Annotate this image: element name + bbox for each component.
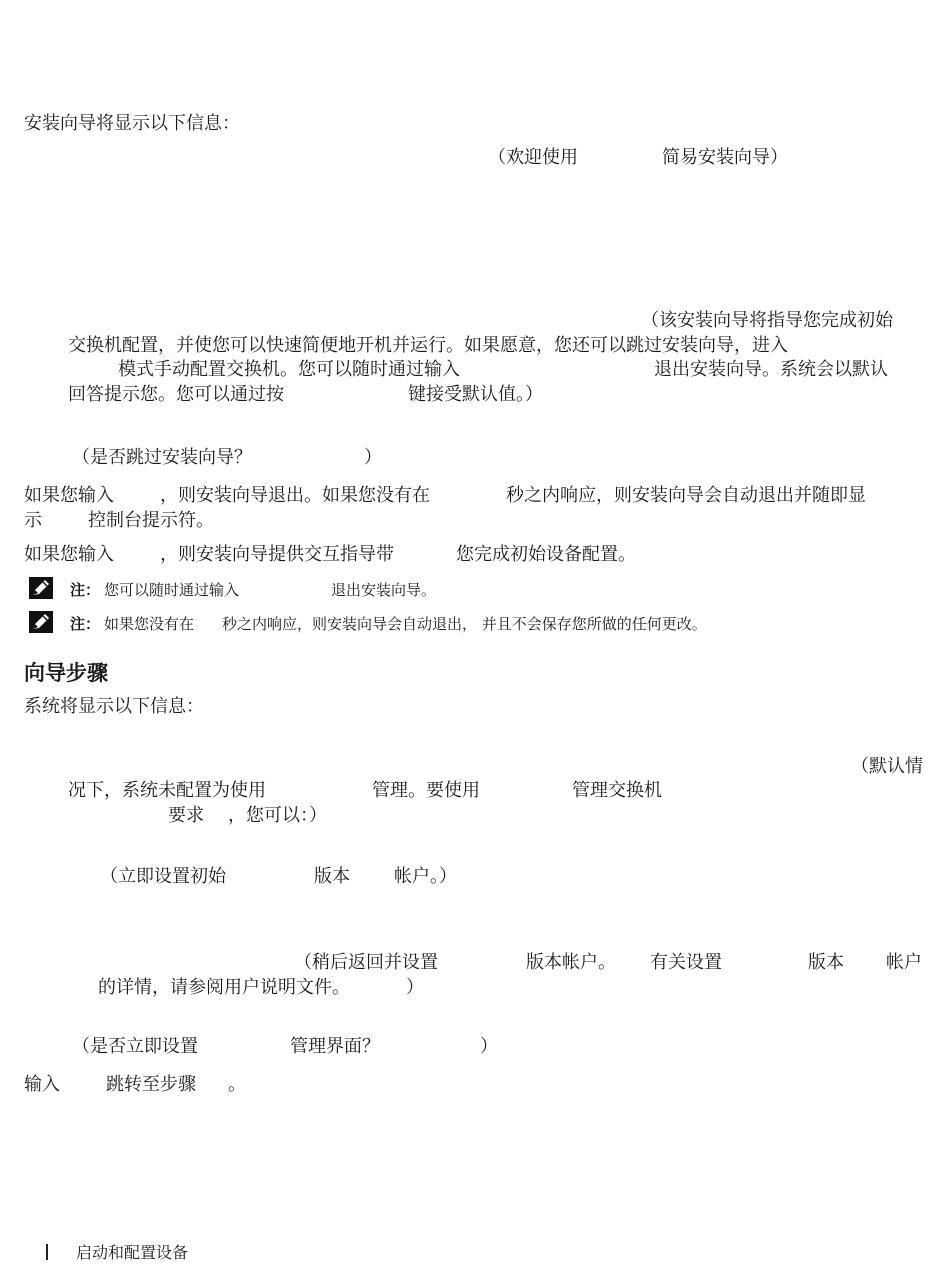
system-text: 系统将显示以下信息：: [24, 696, 204, 717]
yes-text-c: 秒之内响应，则安装向导会自动退出并随即显: [506, 485, 866, 506]
section-title: 向导步骤: [24, 661, 108, 685]
snmp-desc-line1: （默认情: [851, 756, 923, 777]
setup-question-b: 管理界面？: [290, 1036, 380, 1057]
welcome-part2: 简易安装向导）: [662, 147, 788, 168]
note-1: [70, 578, 436, 602]
goto-text-c: 。: [228, 1074, 246, 1095]
intro-text: 安装向导将显示以下信息：: [24, 113, 240, 134]
footer-title: 启动和配置设备: [76, 1243, 189, 1262]
snmp-desc-line3a: 要求: [168, 805, 204, 826]
wizard-desc-line3a: 模式手动配置交换机。您可以随时通过输入: [118, 359, 460, 380]
setup-question-c: ）: [480, 1036, 498, 1057]
skip-question-part1: （是否跳过安装向导？: [72, 447, 252, 468]
yes-text-d1: 示: [24, 510, 42, 531]
footer-divider: [46, 1244, 48, 1260]
note-2-text-b: 秒之内响应，则安装向导会自动退出， 并且不会保存您所做的任何更改。: [222, 615, 707, 633]
snmp-desc-line2c: 管理交换机: [572, 780, 662, 801]
yes-text-b: ，则安装向导退出。如果您没有在: [160, 485, 430, 506]
note-1-text-b: 退出安装向导。: [331, 581, 437, 599]
goto-text-b: 跳转至步骤: [106, 1074, 196, 1095]
no-text-c: 您完成初始设备配置。: [456, 544, 636, 565]
no-text-b: ，则安装向导提供交互指导带: [160, 544, 394, 565]
note-pencil-icon: [28, 576, 54, 600]
note-pencil-icon: [28, 610, 54, 634]
setup-later-l2a: 的详情，请参阅用户说明文件。: [98, 977, 350, 998]
snmp-desc-line3b: ，您可以：）: [228, 805, 327, 826]
setup-question-a: （是否立即设置: [72, 1036, 198, 1057]
wizard-desc-line1: （该安装向导将指导您完成初始: [641, 310, 893, 331]
wizard-desc-line4b: 键接受默认值。）: [408, 384, 543, 405]
wizard-desc-line3b: 退出安装向导。系统会以默认: [654, 359, 888, 380]
skip-question-part2: ）: [364, 447, 382, 468]
setup-later-l1e: 帐户: [886, 952, 922, 973]
setup-later-l1a: （稍后返回并设置: [294, 952, 438, 973]
setup-now-c: 帐户。）: [394, 866, 457, 887]
setup-later-l1c: 有关设置: [650, 952, 722, 973]
setup-now-b: 版本: [314, 866, 350, 887]
note-2: [70, 612, 707, 636]
goto-text-a: 输入: [24, 1074, 60, 1095]
snmp-desc-line2b: 管理。要使用: [372, 780, 480, 801]
yes-text-d2: 控制台提示符。: [88, 510, 214, 531]
setup-later-l1b: 版本帐户。: [526, 952, 616, 973]
welcome-part1: （欢迎使用: [488, 147, 578, 168]
wizard-desc-line4a: 回答提示您。您可以通过按: [68, 384, 284, 405]
no-text-a: 如果您输入: [24, 544, 114, 565]
setup-later-l2b: ）: [406, 977, 424, 998]
note-2-label: 注：: [70, 615, 101, 633]
wizard-desc-line2: 交换机配置，并使您可以快速简便地开机并运行。如果愿意，您还可以跳过安装向导，进入: [68, 335, 788, 356]
setup-later-l1d: 版本: [808, 952, 844, 973]
note-2-text-a: 如果您没有在: [104, 615, 195, 633]
yes-text-a: 如果您输入: [24, 485, 114, 506]
note-1-label: 注：: [70, 581, 101, 599]
snmp-desc-line2a: 况下，系统未配置为使用: [68, 780, 266, 801]
setup-now-a: （立即设置初始: [100, 866, 226, 887]
note-1-text-a: 您可以随时通过输入: [104, 581, 240, 599]
